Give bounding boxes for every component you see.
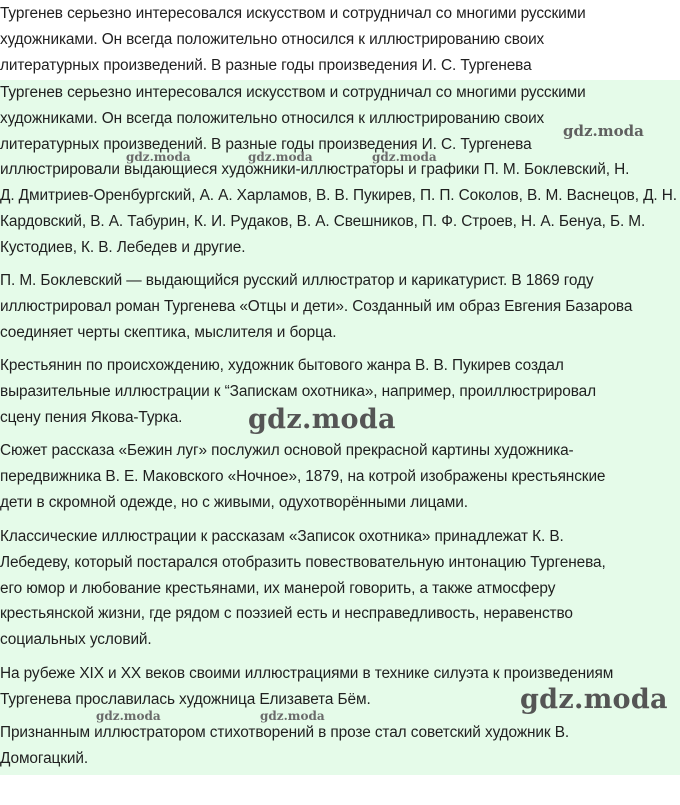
text-line: передвижника В. Е. Маковского «Ночное», 1879, на котрой изображены крестьянские bbox=[0, 467, 606, 485]
text-line: Лебедеву, который постарался отобразить повествовательную интонацию Тургенева, bbox=[0, 553, 606, 571]
text-line: Кардовский, В. А. Табурин, К. И. Рудаков, В. А. Свешников, П. Ф. Строев, Н. А. Бенуа, Б. М. bbox=[0, 212, 646, 230]
text-line: крестьянской жизни, где рядом с поэзией есть и несправедливость, неравенство bbox=[0, 605, 573, 623]
intro-block bbox=[0, 0, 680, 80]
watermark-text: gdz.moda bbox=[248, 150, 313, 164]
watermark-text: gdz.moda bbox=[126, 150, 191, 164]
text-line: дети в скромной одежде, но с живыми, одухотворёнными лицами. bbox=[0, 493, 468, 511]
text-line: П. М. Боклевский — выдающийся русский иллюстратор и карикатурист. В 1869 году bbox=[0, 272, 594, 289]
text-line: Д. Дмитриев-Оренбургский, А. А. Харламов, В. В. Пукирев, П. П. Соколов, В. М. Васнецов, Д. Н. bbox=[0, 187, 677, 205]
text-line: литературных произведений. В разные годы произведения И. С. Тургенева bbox=[0, 135, 532, 153]
watermark-text: gdz.moda bbox=[563, 122, 644, 140]
watermark-text: gdz.moda bbox=[260, 709, 325, 723]
text-line: сцену пения Якова-Турка. bbox=[0, 408, 183, 426]
text-line: соединяет черты скептика, мыслителя и борца. bbox=[0, 323, 337, 341]
text-line: художниками. Он всегда положительно относился к иллюстрированию своих bbox=[0, 109, 545, 127]
text-line: Кустодиев, К. В. Лебедев и другие. bbox=[0, 238, 246, 256]
text-line: Классические иллюстрации к рассказам «Записок охотника» принадлежат К. В. bbox=[0, 528, 564, 545]
text-line: литературных произведений. В разные годы произведения И. С. Тургенева bbox=[0, 56, 532, 74]
watermark-text: gdz.moda bbox=[96, 709, 161, 723]
text-line: социальных условий. bbox=[0, 631, 152, 649]
text-line: Тургенев серьезно интересовался искусством и сотрудничал со многими русскими bbox=[0, 84, 586, 101]
paragraph-boklevsky bbox=[0, 268, 632, 345]
text-line: художниками. Он всегда положительно относился к иллюстрированию своих bbox=[0, 30, 545, 48]
text-line: его юмор и любование крестьянами, их манерой говорить, а также атмосферу bbox=[0, 579, 556, 597]
watermark-text: gdz.moda bbox=[248, 404, 396, 435]
text-line: Тургенев серьезно интересовался искусством и сотрудничал со многими русскими bbox=[0, 5, 586, 22]
text-line: Домогацкий. bbox=[0, 749, 89, 767]
intro-paragraph bbox=[0, 1, 586, 78]
watermark-text: gdz.moda bbox=[520, 684, 668, 715]
text-line: иллюстрировали выдающиеся художники-иллюстраторы и графики П. М. Боклевский, Н. bbox=[0, 161, 630, 179]
text-line: Признанным иллюстратором стихотворений в прозе стал советский художник В. bbox=[0, 724, 570, 741]
text-line: Крестьянин по происхождению, художник бытового жанра В. В. Пукирев создал bbox=[0, 357, 564, 374]
paragraph-makovsky bbox=[0, 438, 605, 515]
text-line: иллюстрировал роман Тургенева «Отцы и дети». Созданный им образ Евгения Базарова bbox=[0, 297, 633, 315]
watermark-text: gdz.moda bbox=[372, 150, 437, 164]
text-line: выразительные иллюстрации к “Запискам охотника», например, проиллюстрировал bbox=[0, 382, 596, 400]
paragraph-lebedev bbox=[0, 524, 606, 653]
paragraph-artists-list bbox=[0, 80, 677, 261]
text-line: На рубеже XIX и XX веков своими иллюстрациями в технике силуэта к произведениям bbox=[0, 665, 614, 682]
text-line: Тургенева прославилась художница Елизавета Бём. bbox=[0, 690, 371, 708]
paragraph-domogatsky bbox=[0, 720, 569, 772]
text-line: Сюжет рассказа «Бежин луг» послужил основой прекрасной картины художника- bbox=[0, 442, 574, 459]
